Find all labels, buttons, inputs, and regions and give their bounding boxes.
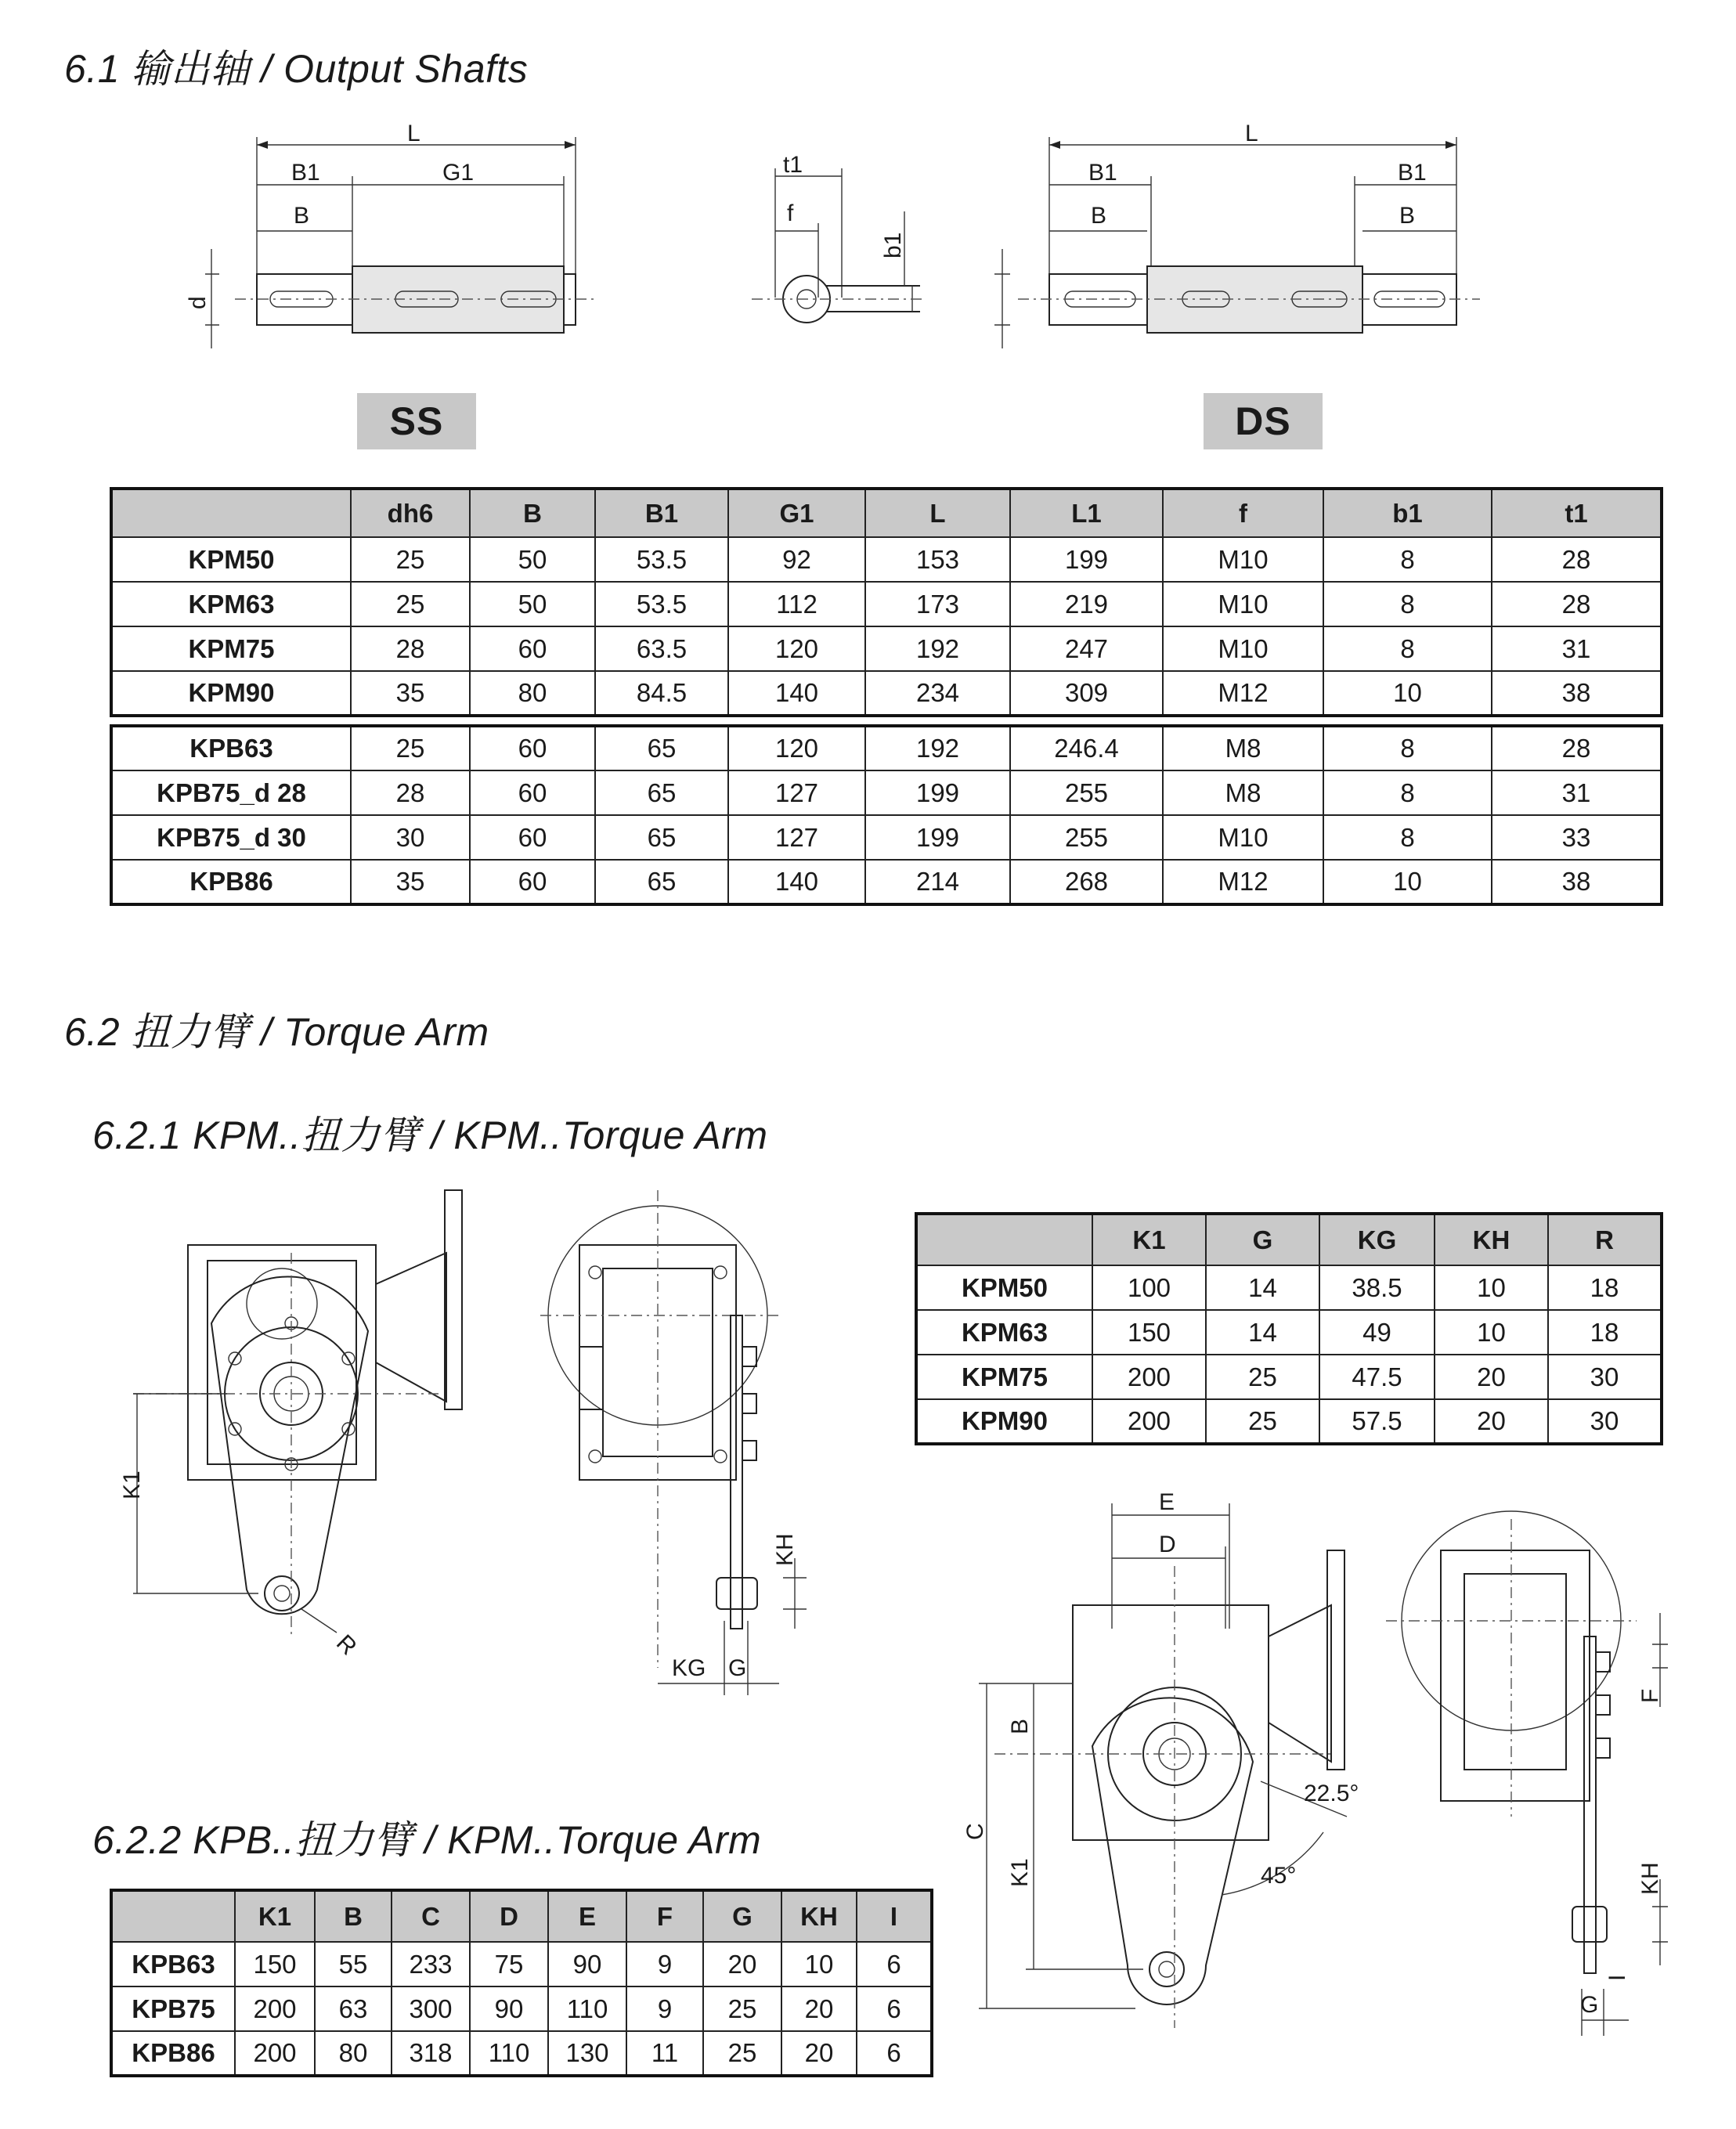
table-row bbox=[111, 770, 1662, 815]
value-cell: 38 bbox=[1492, 671, 1662, 716]
section-title-kpb-torque-arm: 6.2.2 KPB..扭力臂 / KPM..Torque Arm bbox=[92, 1818, 762, 1862]
value-cell: 8 bbox=[1323, 582, 1492, 626]
value-cell: 20 bbox=[1435, 1355, 1548, 1399]
label-I: I bbox=[1604, 1974, 1630, 1981]
value-cell: 20 bbox=[781, 1986, 857, 2031]
value-cell: 25 bbox=[1206, 1399, 1319, 1444]
table-row bbox=[916, 1310, 1662, 1355]
label-B-ds-left: B bbox=[1091, 203, 1107, 229]
label-KH-kpb: KH bbox=[1637, 1862, 1663, 1895]
value-cell: 20 bbox=[1435, 1399, 1548, 1444]
value-cell: 200 bbox=[1092, 1399, 1206, 1444]
value-cell: M10 bbox=[1163, 626, 1323, 671]
value-cell: 309 bbox=[1010, 671, 1163, 716]
model-cell: KPM50 bbox=[111, 537, 351, 582]
value-cell: 90 bbox=[548, 1942, 626, 1986]
value-cell: 8 bbox=[1323, 537, 1492, 582]
value-cell: 300 bbox=[392, 1986, 470, 2031]
value-cell: 247 bbox=[1010, 626, 1163, 671]
value-cell: 60 bbox=[470, 626, 595, 671]
value-cell: 75 bbox=[470, 1942, 548, 1986]
kpm-torque-arm-table bbox=[915, 1212, 1663, 1445]
value-cell: 60 bbox=[470, 815, 595, 860]
header-cell: KG bbox=[1319, 1214, 1435, 1265]
value-cell: 55 bbox=[315, 1942, 392, 1986]
value-cell: M12 bbox=[1163, 860, 1323, 904]
value-cell: 200 bbox=[235, 1986, 315, 2031]
value-cell: 25 bbox=[1206, 1355, 1319, 1399]
value-cell: 199 bbox=[865, 770, 1010, 815]
value-cell: 246.4 bbox=[1010, 726, 1163, 770]
label-D: D bbox=[1159, 1532, 1176, 1557]
label-B-kpb: B bbox=[1007, 1718, 1033, 1734]
value-cell: 10 bbox=[1323, 860, 1492, 904]
header-cell: t1 bbox=[1492, 489, 1662, 537]
value-cell: 10 bbox=[1435, 1310, 1548, 1355]
table-row bbox=[916, 1399, 1662, 1444]
value-cell: 30 bbox=[1548, 1399, 1662, 1444]
output-shaft-table-kpm bbox=[110, 487, 1663, 717]
value-cell: 53.5 bbox=[595, 537, 728, 582]
value-cell: 28 bbox=[1492, 726, 1662, 770]
value-cell: 30 bbox=[1548, 1355, 1662, 1399]
model-cell: KPB75 bbox=[111, 1986, 235, 2031]
value-cell: 57.5 bbox=[1319, 1399, 1435, 1444]
header-cell: G bbox=[703, 1890, 781, 1942]
label-L: L bbox=[407, 121, 420, 146]
value-cell: 35 bbox=[351, 671, 470, 716]
header-cell: dh6 bbox=[351, 489, 470, 537]
header-cell bbox=[111, 489, 351, 537]
value-cell: 8 bbox=[1323, 726, 1492, 770]
model-cell: KPM90 bbox=[111, 671, 351, 716]
label-B1-ds-left: B1 bbox=[1088, 160, 1117, 186]
model-cell: KPB86 bbox=[111, 860, 351, 904]
value-cell: 25 bbox=[703, 1986, 781, 2031]
label-KG: KG bbox=[672, 1655, 706, 1681]
value-cell: 60 bbox=[470, 726, 595, 770]
label-b1: b1 bbox=[880, 232, 906, 258]
value-cell: 25 bbox=[703, 2031, 781, 2076]
label-R: R bbox=[331, 1629, 362, 1661]
value-cell: 38.5 bbox=[1319, 1265, 1435, 1310]
label-B1-ds-right: B1 bbox=[1398, 160, 1427, 186]
value-cell: 60 bbox=[470, 860, 595, 904]
model-cell: KPM75 bbox=[916, 1355, 1092, 1399]
model-cell: KPB75_d 30 bbox=[111, 815, 351, 860]
shaft-table-header-row bbox=[111, 489, 1662, 537]
value-cell: 112 bbox=[728, 582, 865, 626]
value-cell: 9 bbox=[626, 1942, 703, 1986]
header-cell: R bbox=[1548, 1214, 1662, 1265]
header-cell: B1 bbox=[595, 489, 728, 537]
label-f: f bbox=[787, 200, 794, 226]
value-cell: 127 bbox=[728, 770, 865, 815]
header-cell: L1 bbox=[1010, 489, 1163, 537]
label-L-ds: L bbox=[1245, 121, 1258, 146]
value-cell: 120 bbox=[728, 726, 865, 770]
value-cell: 30 bbox=[351, 815, 470, 860]
header-cell: C bbox=[392, 1890, 470, 1942]
value-cell: M8 bbox=[1163, 770, 1323, 815]
table-row bbox=[111, 726, 1662, 770]
value-cell: 84.5 bbox=[595, 671, 728, 716]
value-cell: 8 bbox=[1323, 626, 1492, 671]
header-cell: F bbox=[626, 1890, 703, 1942]
header-cell: KH bbox=[1435, 1214, 1548, 1265]
kpm-arm-header-row bbox=[916, 1214, 1662, 1265]
label-K1: K1 bbox=[119, 1470, 145, 1499]
table-row bbox=[111, 2031, 932, 2076]
header-cell: KH bbox=[781, 1890, 857, 1942]
model-cell: KPM50 bbox=[916, 1265, 1092, 1310]
value-cell: 150 bbox=[235, 1942, 315, 1986]
value-cell: 318 bbox=[392, 2031, 470, 2076]
value-cell: M8 bbox=[1163, 726, 1323, 770]
label-E: E bbox=[1159, 1489, 1175, 1515]
value-cell: 127 bbox=[728, 815, 865, 860]
value-cell: 173 bbox=[865, 582, 1010, 626]
value-cell: 234 bbox=[865, 671, 1010, 716]
label-B: B bbox=[294, 203, 310, 229]
value-cell: 200 bbox=[1092, 1355, 1206, 1399]
value-cell: 140 bbox=[728, 671, 865, 716]
value-cell: 268 bbox=[1010, 860, 1163, 904]
header-cell: D bbox=[470, 1890, 548, 1942]
value-cell: 25 bbox=[351, 537, 470, 582]
value-cell: M10 bbox=[1163, 815, 1323, 860]
value-cell: 65 bbox=[595, 815, 728, 860]
model-cell: KPB75_d 28 bbox=[111, 770, 351, 815]
value-cell: 199 bbox=[865, 815, 1010, 860]
header-cell: K1 bbox=[1092, 1214, 1206, 1265]
value-cell: 140 bbox=[728, 860, 865, 904]
table-row bbox=[111, 1942, 932, 1986]
value-cell: 110 bbox=[470, 2031, 548, 2076]
label-angle-45: 45° bbox=[1261, 1863, 1297, 1889]
value-cell: 6 bbox=[857, 1986, 932, 2031]
value-cell: 65 bbox=[595, 860, 728, 904]
value-cell: 214 bbox=[865, 860, 1010, 904]
value-cell: 20 bbox=[781, 2031, 857, 2076]
value-cell: 60 bbox=[470, 770, 595, 815]
value-cell: 25 bbox=[351, 582, 470, 626]
value-cell: 90 bbox=[470, 1986, 548, 2031]
value-cell: 10 bbox=[1323, 671, 1492, 716]
header-cell: E bbox=[548, 1890, 626, 1942]
value-cell: 35 bbox=[351, 860, 470, 904]
value-cell: 18 bbox=[1548, 1265, 1662, 1310]
table-row bbox=[111, 537, 1662, 582]
model-cell: KPM75 bbox=[111, 626, 351, 671]
value-cell: 10 bbox=[1435, 1265, 1548, 1310]
value-cell: 150 bbox=[1092, 1310, 1206, 1355]
value-cell: 11 bbox=[626, 2031, 703, 2076]
header-cell bbox=[111, 1890, 235, 1942]
header-cell: f bbox=[1163, 489, 1323, 537]
value-cell: 219 bbox=[1010, 582, 1163, 626]
value-cell: 63 bbox=[315, 1986, 392, 2031]
model-cell: KPB86 bbox=[111, 2031, 235, 2076]
value-cell: 130 bbox=[548, 2031, 626, 2076]
table-row bbox=[111, 815, 1662, 860]
value-cell: 28 bbox=[1492, 582, 1662, 626]
value-cell: 31 bbox=[1492, 626, 1662, 671]
label-K1-kpb: K1 bbox=[1007, 1858, 1033, 1887]
value-cell: 53.5 bbox=[595, 582, 728, 626]
header-cell: K1 bbox=[235, 1890, 315, 1942]
value-cell: 65 bbox=[595, 770, 728, 815]
table-row bbox=[111, 860, 1662, 904]
table-row bbox=[916, 1265, 1662, 1310]
value-cell: 255 bbox=[1010, 815, 1163, 860]
value-cell: 28 bbox=[1492, 537, 1662, 582]
header-cell: L bbox=[865, 489, 1010, 537]
table-row bbox=[916, 1355, 1662, 1399]
value-cell: 255 bbox=[1010, 770, 1163, 815]
value-cell: 28 bbox=[351, 770, 470, 815]
label-B1: B1 bbox=[291, 160, 320, 186]
value-cell: 63.5 bbox=[595, 626, 728, 671]
output-shaft-table-kpb bbox=[110, 724, 1663, 906]
label-G-kpb: G bbox=[1580, 1992, 1599, 2018]
model-cell: KPB63 bbox=[111, 726, 351, 770]
value-cell: 9 bbox=[626, 1986, 703, 2031]
value-cell: 233 bbox=[392, 1942, 470, 1986]
ss-badge: SS bbox=[357, 393, 476, 449]
table-row bbox=[111, 1986, 932, 2031]
header-cell bbox=[916, 1214, 1092, 1265]
value-cell: 6 bbox=[857, 2031, 932, 2076]
label-B-ds-right: B bbox=[1399, 203, 1416, 229]
value-cell: 110 bbox=[548, 1986, 626, 2031]
value-cell: 50 bbox=[470, 582, 595, 626]
header-cell: G1 bbox=[728, 489, 865, 537]
value-cell: 8 bbox=[1323, 770, 1492, 815]
value-cell: 50 bbox=[470, 537, 595, 582]
value-cell: 153 bbox=[865, 537, 1010, 582]
value-cell: 192 bbox=[865, 626, 1010, 671]
value-cell: 14 bbox=[1206, 1310, 1319, 1355]
value-cell: 8 bbox=[1323, 815, 1492, 860]
value-cell: 18 bbox=[1548, 1310, 1662, 1355]
ds-badge: DS bbox=[1204, 393, 1323, 449]
section-title-output-shafts: 6.1 输出轴 / Output Shafts bbox=[64, 47, 529, 91]
value-cell: 199 bbox=[1010, 537, 1163, 582]
table-row bbox=[111, 626, 1662, 671]
value-cell: 120 bbox=[728, 626, 865, 671]
label-G1: G1 bbox=[442, 160, 475, 186]
value-cell: 47.5 bbox=[1319, 1355, 1435, 1399]
value-cell: M10 bbox=[1163, 582, 1323, 626]
label-t1: t1 bbox=[783, 152, 803, 178]
value-cell: 80 bbox=[470, 671, 595, 716]
value-cell: 20 bbox=[703, 1942, 781, 1986]
model-cell: KPM63 bbox=[916, 1310, 1092, 1355]
value-cell: 25 bbox=[351, 726, 470, 770]
value-cell: 10 bbox=[781, 1942, 857, 1986]
value-cell: 200 bbox=[235, 2031, 315, 2076]
model-cell: KPM63 bbox=[111, 582, 351, 626]
value-cell: M10 bbox=[1163, 537, 1323, 582]
value-cell: 14 bbox=[1206, 1265, 1319, 1310]
section-title-kpm-torque-arm: 6.2.1 KPM..扭力臂 / KPM..Torque Arm bbox=[92, 1113, 768, 1157]
label-G: G bbox=[728, 1655, 747, 1681]
section-title-torque-arm: 6.2 扭力臂 / Torque Arm bbox=[64, 1010, 489, 1054]
model-cell: KPB63 bbox=[111, 1942, 235, 1986]
header-cell: G bbox=[1206, 1214, 1319, 1265]
value-cell: 192 bbox=[865, 726, 1010, 770]
label-KH: KH bbox=[772, 1533, 798, 1566]
table-row bbox=[111, 671, 1662, 716]
header-cell: b1 bbox=[1323, 489, 1492, 537]
label-angle-22: 22.5° bbox=[1304, 1781, 1359, 1806]
label-C: C bbox=[962, 1823, 988, 1840]
model-cell: KPM90 bbox=[916, 1399, 1092, 1444]
value-cell: 100 bbox=[1092, 1265, 1206, 1310]
value-cell: 28 bbox=[351, 626, 470, 671]
value-cell: 31 bbox=[1492, 770, 1662, 815]
header-cell: B bbox=[315, 1890, 392, 1942]
value-cell: 80 bbox=[315, 2031, 392, 2076]
value-cell: 49 bbox=[1319, 1310, 1435, 1355]
table-row bbox=[111, 582, 1662, 626]
kpb-arm-header-row bbox=[111, 1890, 932, 1942]
value-cell: 38 bbox=[1492, 860, 1662, 904]
value-cell: 92 bbox=[728, 537, 865, 582]
value-cell: M12 bbox=[1163, 671, 1323, 716]
label-F: F bbox=[1637, 1688, 1663, 1703]
header-cell: I bbox=[857, 1890, 932, 1942]
kpb-torque-arm-table bbox=[110, 1889, 933, 2077]
value-cell: 6 bbox=[857, 1942, 932, 1986]
label-d: d bbox=[185, 296, 211, 309]
header-cell: B bbox=[470, 489, 595, 537]
value-cell: 33 bbox=[1492, 815, 1662, 860]
value-cell: 65 bbox=[595, 726, 728, 770]
